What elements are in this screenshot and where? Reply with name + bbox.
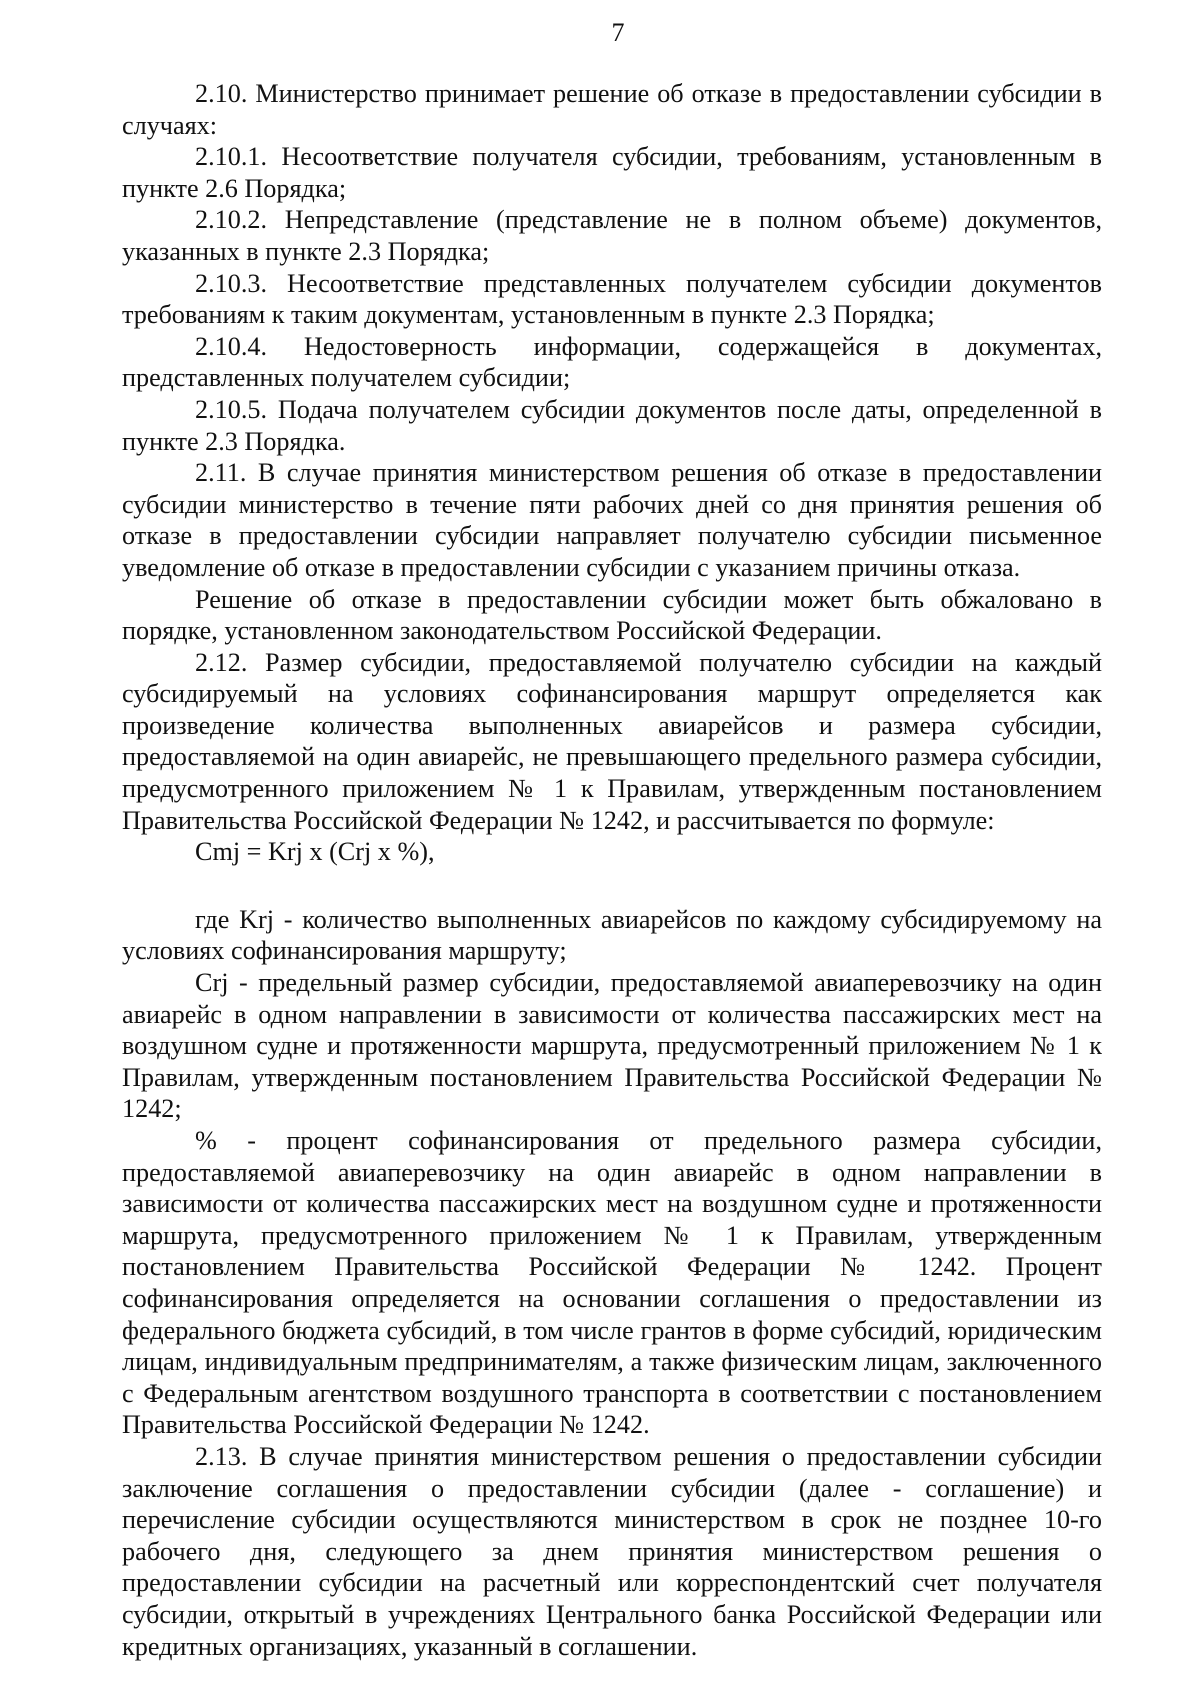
document-body [122,78,1102,1662]
paragraph-2-12: 2.12. Размер субсидии, предоставляемой получателю субсидии на каждый субсидируемый на условиях софинансирования маршрут определяется как произведение количества выполненных авиарейсов и размера субсидии, предоставляемой на один авиарейс, не превышающего предельного размера субсидии, предусмотренного приложением № 1 к Правилам, утвержденным постановлением Правительства Российской Федерации № 1242, и рассчитывается по формуле: [122,647,1102,835]
paragraph-2-13: 2.13. В случае принятия министерством решения о предоставлении субсидии заключение соглашения о предоставлении субсидии (далее - соглашение) и перечисление субсидии осуществляются министерством в срок не позднее 10-го рабочего дня, следующего за днем принятия министерством решения о предоставлении субсидии на расчетный или корреспондентский счет получателя субсидии, открытый в учреждениях Центрального банка Российской Федерации или кредитных организациях, указанный в соглашении. [122,1441,1102,1661]
definition-crj: Crj - предельный размер субсидии, предоставляемой авиаперевозчику на один авиарейс в одном направлении в зависимости от количества пассажирских мест на воздушном судне и протяженности маршрута, предусмотренный приложением № 1 к Правилам, утвержденным постановлением Правительства Российской Федерации № 1242; [122,968,1102,1124]
paragraph-appeal: Решение об отказе в предоставлении субсидии может быть обжаловано в порядке, установленном законодательством Российской Федерации. [122,584,1102,646]
paragraph-2-10-4: 2.10.4. Недостоверность информации, содержащейся в документах, представленных получателем субсидии; [122,331,1102,393]
paragraph-2-10-2: 2.10.2. Непредставление (представление не в полном объеме) документов, указанных в пункте 2.3 Порядка; [122,205,1102,266]
paragraph-2-10: 2.10. Министерство принимает решение об отказе в предоставлении субсидии в случаях: [122,79,1102,140]
definition-krj: где Krj - количество выполненных авиарейсов по каждому субсидируемому на условиях софинансирования маршруту; [122,904,1102,966]
paragraph-2-10-1: 2.10.1. Несоответствие получателя субсидии, требованиям, установленным в пункте 2.6 Порядка; [122,142,1102,203]
paragraph-2-10-3: 2.10.3. Несоответствие представленных получателем субсидии документов требованиям к таким документам, установленным в пункте 2.3 Порядка; [122,268,1102,330]
page-number: 7 [611,18,625,47]
paragraph-2-10-5: 2.10.5. Подача получателем субсидии документов после даты, определенной в пункте 2.3 Порядка. [122,394,1102,456]
paragraph-2-11: 2.11. В случае принятия министерством решения об отказе в предоставлении субсидии министерство в течение пяти рабочих дней со дня принятия решения об отказе в предоставлении субсидии направляет получателю субсидии письменное уведомление об отказе в предоставлении субсидии с указанием причины отказа. [122,458,1102,582]
definition-percent: % - процент софинансирования от предельного размера субсидии, предоставляемой авиаперевозчику на один авиарейс в одном направлении в зависимости от количества пассажирских мест на воздушном судне и протяженности маршрута, предусмотренного приложением № 1 к Правилам, утвержденным постановлением Правительства Российской Федерации № 1242. Процент софинансирования определяется на основании соглашения о предоставлении из федерального бюджета субсидий, в том числе грантов в форме субсидий, юридическим лицам, индивидуальным предпринимателям, а также физическим лицам, заключенного с Федеральным агентством воздушного транспорта в соответствии с постановлением Правительства Российской Федерации № 1242. [122,1126,1102,1440]
subsidy-formula: Cmj = Krj x (Crj x %), [195,837,435,867]
